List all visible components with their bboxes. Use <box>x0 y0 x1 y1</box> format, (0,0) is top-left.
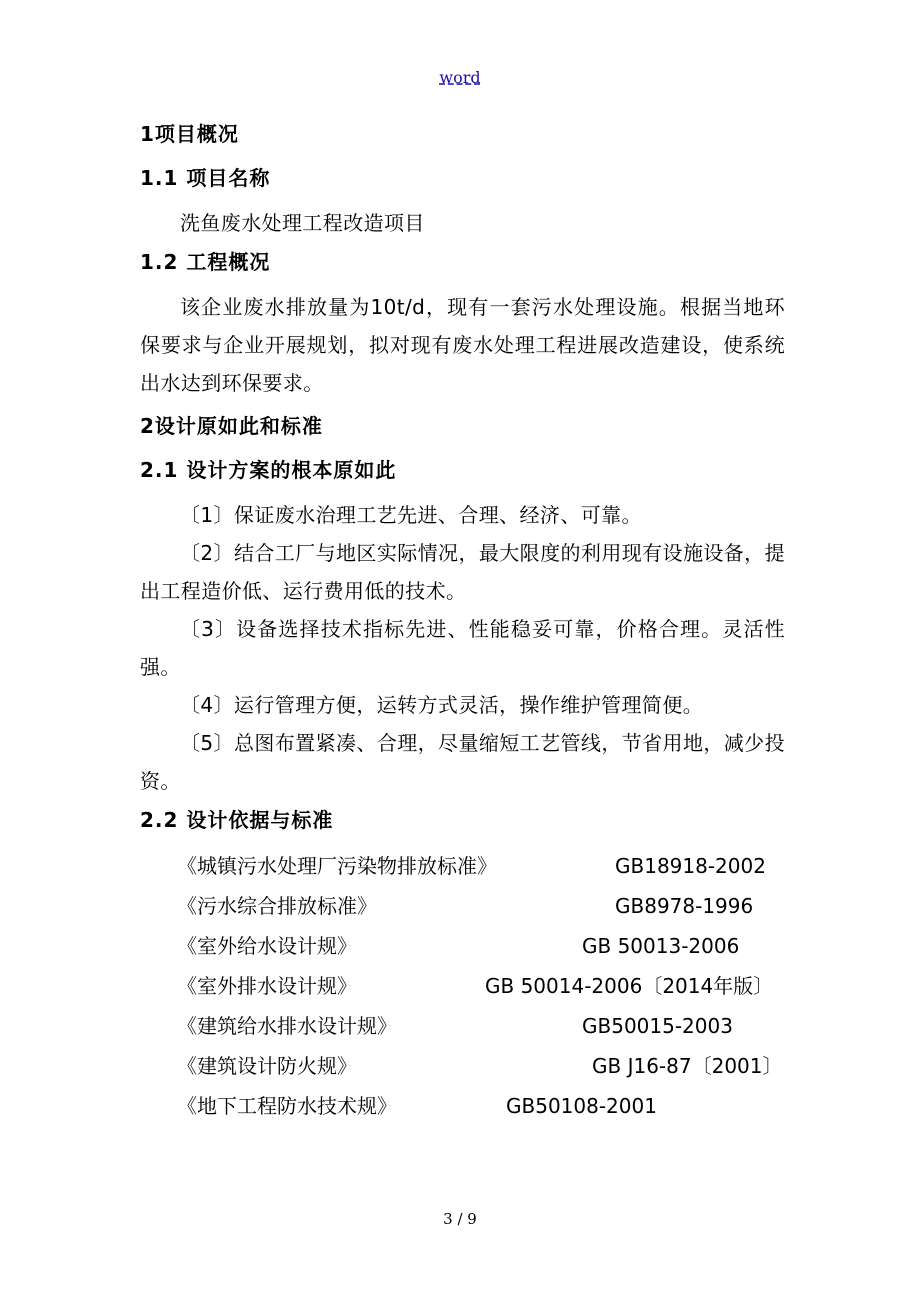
section-1-heading: 1项目概况 <box>140 122 239 146</box>
standard-name: 《污水综合排放标准》 <box>177 894 377 918</box>
standard-row <box>140 846 785 886</box>
section-2-heading: 2设计原如此和标准 <box>140 414 323 438</box>
standard-code: GB J16-87〔2001〕 <box>592 1054 783 1078</box>
standard-code: GB8978-1996 <box>615 894 754 918</box>
standard-name: 《建筑设计防火规》 <box>177 1054 357 1078</box>
section-1-2-heading: 1.2 工程概况 <box>140 250 271 274</box>
standard-code: GB 50013-2006 <box>582 934 740 958</box>
standard-name: 《地下工程防水技术规》 <box>177 1094 397 1118</box>
principle-item: 〔5〕总图布置紧凑、合理，尽量缩短工艺管线，节省用地，减少投资。 <box>140 731 785 793</box>
standard-name: 《室外排水设计规》 <box>177 974 357 998</box>
standard-name: 《城镇污水处理厂污染物排放标准》 <box>177 854 497 878</box>
standard-name: 《室外给水设计规》 <box>177 934 357 958</box>
principle-item: 〔1〕保证废水治理工艺先进、合理、经济、可靠。 <box>180 503 642 527</box>
section-1-1-heading: 1.1 项目名称 <box>140 166 271 190</box>
principle-item: 〔2〕结合工厂与地区实际情况，最大限度的利用现有设施设备，提出工程造价低、运行费用低的技术。 <box>140 541 785 603</box>
standard-row <box>140 966 785 1006</box>
standard-row <box>140 886 785 926</box>
principle-item: 〔4〕运行管理方便，运转方式灵活，操作维护管理简便。 <box>180 693 704 717</box>
project-overview-paragraph: 该企业废水排放量为10t/d，现有一套污水处理设施。根据当地环保要求与企业开展规划，拟对现有废水处理工程进展改造建设，使系统出水达到环保要求。 <box>140 295 785 395</box>
principle-item: 〔3〕设备选择技术指标先进、性能稳妥可靠，价格合理。灵活性强。 <box>140 617 785 679</box>
section-2-2-heading: 2.2 设计依据与标准 <box>140 808 334 832</box>
standard-code: GB 50014-2006〔2014年版〕 <box>485 974 774 998</box>
standard-row <box>140 926 785 966</box>
document-page <box>140 118 785 1126</box>
word-link[interactable]: word <box>439 68 481 87</box>
standard-code: GB50108-2001 <box>506 1094 657 1118</box>
standard-code: GB18918-2002 <box>615 854 766 878</box>
standards-list <box>140 846 785 1126</box>
standard-row <box>140 1006 785 1046</box>
page-number: 3 / 9 <box>443 1210 477 1228</box>
standard-row <box>140 1046 785 1086</box>
project-name-text: 洗鱼废水处理工程改造项目 <box>180 211 425 235</box>
standard-row <box>140 1086 785 1126</box>
section-2-1-heading: 2.1 设计方案的根本原如此 <box>140 458 397 482</box>
standard-name: 《建筑给水排水设计规》 <box>177 1014 397 1038</box>
standard-code: GB50015-2003 <box>582 1014 733 1038</box>
